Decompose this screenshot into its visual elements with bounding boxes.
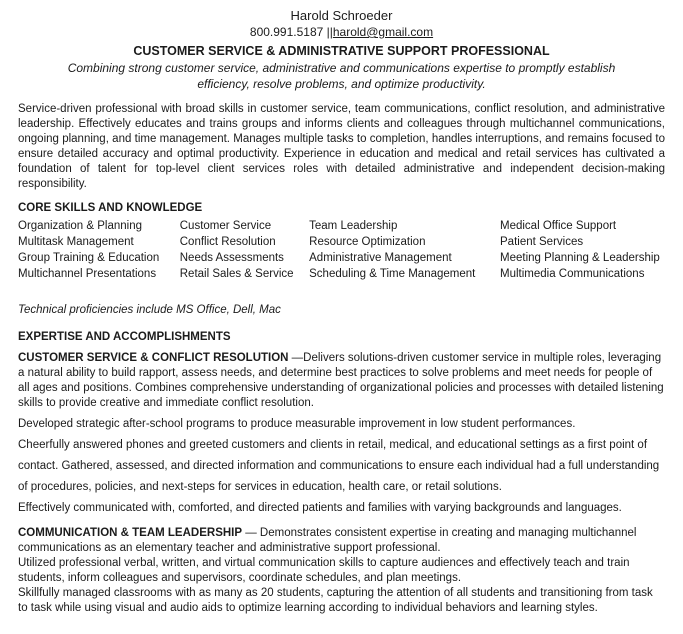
email-link[interactable]: harold@gmail.com	[332, 25, 434, 39]
accomplishment-paragraph: Utilized professional verbal, written, and virtual communication skills to capture audiences and effectively teach and train students, inform colleagues and supervisors, coordinate schedules, and plan meetings.	[18, 557, 630, 584]
skill-item: Team Leadership	[309, 220, 398, 232]
professional-title: CUSTOMER SERVICE & ADMINISTRATIVE SUPPORT PROFESSIONAL	[133, 44, 550, 58]
summary-paragraph: Service-driven professional with broad skills in customer service, team communications, conflict resolution, and administrative leadership. Effectively educates and trains groups and informs clients and colleagues through multichannel communications, ongoing planning, and time management. Manages multiple tasks to completion, handles interruptions, and remains focused to ensure detailed accuracy and optimal productivity. Experience in education and medical and retail services has cultivated a foundation of talent for top-level client services roles with detailed administrative and independent decision-making responsibility.	[18, 103, 665, 190]
skill-item: Patient Services	[500, 236, 584, 248]
skill-item: Group Training & Education	[18, 252, 160, 264]
skill-item: Multichannel Presentations	[18, 268, 157, 280]
skill-item: Needs Assessments	[179, 252, 284, 264]
resume-header	[18, 8, 665, 92]
skill-item: Administrative Management	[309, 252, 452, 264]
paragraph-text: —Delivers solutions-driven customer service in multiple roles, leveraging a natural ability to build rapport, assess needs, and determine best practices to solve problems and meet needs for people of all ages and positions. Combines comprehensive understanding of organizational policies and processes with detailed listening skills to provide creative and immediate conflict resolution.	[18, 352, 664, 409]
communication-paragraph	[18, 526, 665, 556]
accomplishment-paragraph: Cheerfully answered phones and greeted customers and clients in retail, medical, and educational settings as a first point of contact. Gathered, assessed, and directed information and communications to ensure each individual had a full understanding of procedures, policies, and next-steps for services in education, health care, or retail solutions.	[18, 439, 660, 493]
core-skills-table	[18, 219, 665, 282]
accomplishment-paragraph: Developed strategic after-school programs to produce measurable improvement in low student performances.	[18, 418, 576, 430]
contact-separator: ||	[326, 25, 333, 39]
skill-item: Retail Sales & Service	[179, 268, 294, 280]
skill-item: Customer Service	[179, 220, 272, 232]
candidate-name: Harold Schroeder	[290, 8, 393, 23]
accomplishment-paragraph: Skillfully managed classrooms with as many as 20 students, capturing the attention of all students and transitioning from task to task while using visual and audio aids to optimize learning according to individual behaviors and learning styles.	[18, 587, 653, 614]
skill-item: Multimedia Communications	[500, 268, 645, 280]
phone-number: 800.991.5187	[249, 25, 324, 39]
skill-item: Resource Optimization	[309, 236, 426, 248]
skill-item: Organization & Planning	[18, 220, 143, 232]
core-skills-heading: CORE SKILLS AND KNOWLEDGE	[18, 202, 203, 214]
skill-item: Meeting Planning & Leadership	[500, 252, 660, 264]
paragraph-lead: COMMUNICATION & TEAM LEADERSHIP	[18, 527, 243, 539]
skill-item: Scheduling & Time Management	[309, 268, 476, 280]
skill-item: Conflict Resolution	[179, 236, 276, 248]
contact-line	[18, 24, 665, 40]
skill-item: Multitask Management	[18, 236, 134, 248]
paragraph-text: — Demonstrates consistent expertise in creating and managing multichannel communications as an elementary teacher and administrative support professional.	[18, 527, 637, 554]
customer-service-paragraph	[18, 351, 665, 411]
paragraph-lead: CUSTOMER SERVICE & CONFLICT RESOLUTION	[18, 352, 289, 364]
skill-item: Medical Office Support	[500, 220, 617, 232]
expertise-heading: EXPERTISE AND ACCOMPLISHMENTS	[18, 331, 231, 343]
accomplishment-paragraph: Effectively communicated with, comforted, and directed patients and families with varying backgrounds and languages.	[18, 502, 622, 514]
tagline: Combining strong customer service, administrative and communications expertise to promptly establish efficiency, resolve problems, and optimize productivity.	[67, 61, 616, 91]
technical-proficiencies: Technical proficiencies include MS Office, Dell, Mac	[18, 304, 281, 316]
